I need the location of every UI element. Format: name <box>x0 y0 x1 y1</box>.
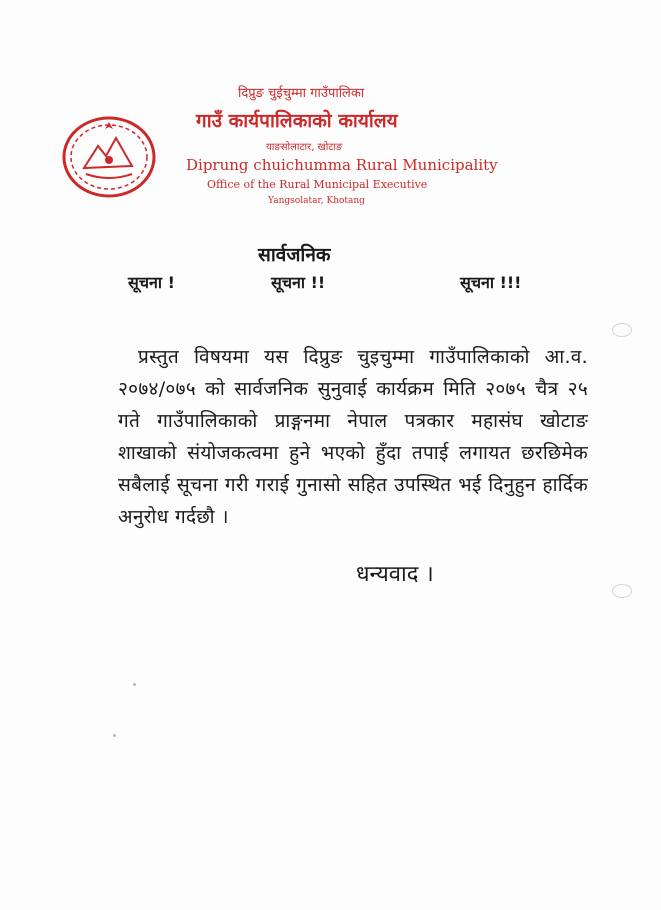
address-english: Yangsolatar, Khotang <box>268 196 365 206</box>
nepal-emblem-icon <box>62 116 156 198</box>
body-paragraph: प्रस्तुत विषयमा यस दिप्रुङ चुइचुम्मा गाउँपालिकाको आ.व. २०७४/०७५ को सार्वजनिक सुनुवाई कार्यक्रम मिति २०७५ चैत्र २५ गते गाउँपालिकाको प्राङ्गनमा नेपाल पत्रकार महासंघ खोटाङ शाखाको संयोजकत्वमा हुने भएको हुँदा तपाई लगायत छरछिमेक सबैलाई सूचना गरी गराई गुनासो सहित उपस्थित भई दिनुहुन हार्दिक अनुरोध गर्दछौ । <box>118 346 588 528</box>
notice-label-3: सूचना !!! <box>460 273 522 292</box>
scan-speck <box>113 734 116 737</box>
punch-hole <box>612 584 632 598</box>
notice-label-2: सूचना !! <box>271 273 326 292</box>
scan-speck <box>133 683 136 686</box>
municipality-name-english: Diprung chuichumma Rural Municipality <box>186 156 498 174</box>
office-name-nepali: गाउँ कार्यपालिकाको कार्यालय <box>196 110 398 132</box>
closing-text: धन्यवाद । <box>356 562 434 587</box>
municipality-name-nepali: दिप्रुङ चुईचुम्मा गाउँपालिका <box>238 86 365 101</box>
document-title: सार्वजनिक <box>258 244 331 266</box>
address-nepali: याङसोलाटार, खोटाङ <box>266 142 343 153</box>
notice-label-1: सूचना ! <box>128 273 175 292</box>
office-name-english: Office of the Rural Municipal Executive <box>207 178 428 191</box>
punch-hole <box>612 323 632 337</box>
